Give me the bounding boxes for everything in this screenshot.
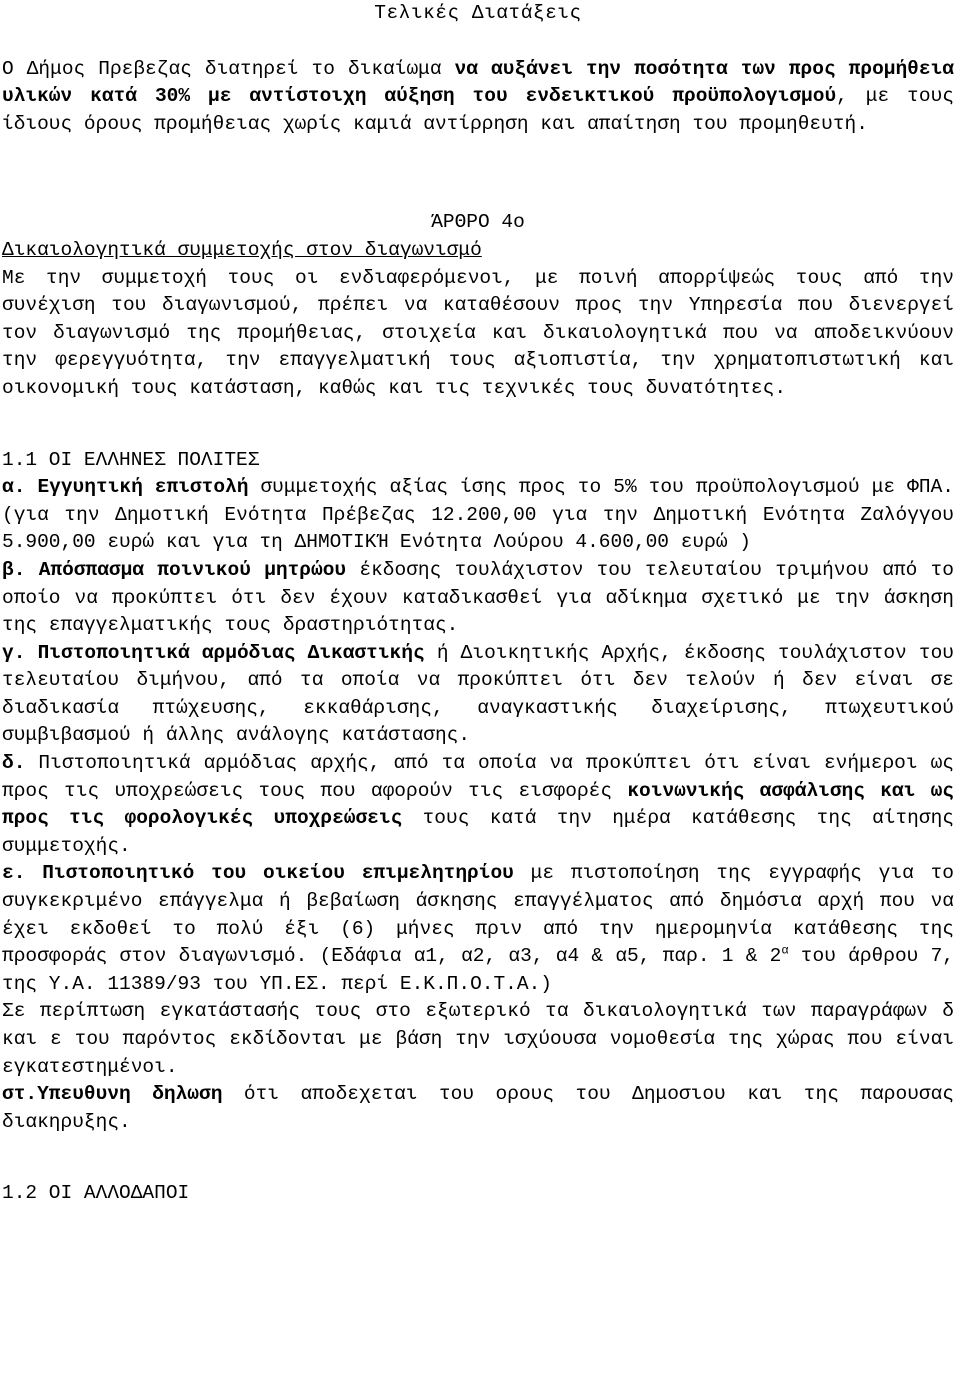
- item-a: [2, 474, 954, 557]
- spacer: [2, 403, 954, 447]
- item-d-bold-1: δ.: [2, 752, 26, 775]
- item-d-bold-2: κοινωνικής ασφάλισης και ως προς τις φορολογικές υποχρεώσεις: [2, 779, 954, 830]
- intro-bold-text: να αυξάνει την ποσότητα των προς προμήθεια υλικών κατά 30% με αντίστοιχη αύξηση του ενδεικτικού προϋπολογισμού: [2, 57, 954, 108]
- section-1-2-heading: 1.2 ΟΙ ΑΛΛΟΔΑΠΟΙ: [2, 1182, 190, 1205]
- item-b-text: έκδοσης τουλάχιστον του τελευταίου τριμήνου από το οποίο να προκύπτει ότι δεν έχουν καταδικασθεί για αδίκημα σχετικό με την άσκηση της επαγγελματικής τους δραστηριότητας.: [2, 558, 954, 637]
- document-page: [2, 0, 954, 1208]
- item-c-text: ή Διοικητικής Αρχής, έκδοσης τουλάχιστον του τελευταίου διμήνου, από τα οποία να προκύπτει ότι δεν τελούν ή δεν είναι σε διαδικασία πτώχευσης, εκκαθάρισης, αναγκαστικής διαχείρισης, πτωχευτικού συμβιβασμού ή άλλης ανάλογης κατάστασης.: [2, 641, 954, 747]
- item-b-bold: β. Απόσπασμα ποινικού μητρώου: [2, 558, 347, 581]
- article-body: Με την συμμετοχή τους οι ενδιαφερόμενοι, με ποινή απορρίψεώς τους από την συνέχιση του διαγωνισμού, πρέπει να καταθέσουν προς την Υπηρεσία που διενεργεί τον διαγωνισμό της προμήθειας, στοιχεία και δικαιολογητικά που να αποδεικνύουν την φερεγγυότητα, την επαγγελματική τους αξιοπιστία, την χρηματοπιστωτική και οικονομική τους κατάσταση, καθώς και τις τεχνικές τους δυνατότητες.: [2, 266, 954, 399]
- item-e-superscript: α: [781, 943, 789, 958]
- article-title: ΆΡΘΡΟ 4ο: [431, 211, 525, 234]
- item-c-bold: γ. Πιστοποιητικά αρμόδιας Δικαστικής: [2, 641, 425, 664]
- section-1-1-heading: 1.1 ΟΙ ΕΛΛΗΝΕΣ ΠΟΛΙΤΕΣ: [2, 448, 260, 471]
- item-d: [2, 750, 954, 860]
- item-st: [2, 1081, 954, 1136]
- item-e-text-1: με πιστοποίηση της εγγραφής για το συγκεκριμένο επάγγελμα ή βεβαίωση άσκησης επαγγέλματος από δημόσια αρχή που να έχει εκδοθεί το πολύ έξι (6) μήνες πριν από την ημερομηνία κατάθεσης της προσφοράς στον διαγωνισμό. (Εδάφια α1, α2, α3, α4 & α5, παρ. 1 & 2: [2, 862, 954, 968]
- spacer: [2, 28, 954, 56]
- spacer: [2, 138, 954, 209]
- intro-text-2: , με τους ίδιους όρους προμήθειας χωρίς καμιά αντίρρηση και απαίτηση του προμηθευτή.: [2, 85, 954, 135]
- foreign-note: Σε περίπτωση εγκατάστασής τους στο εξωτερικό τα δικαιολογητικά των παραγράφων δ και ε του παρόντος εκδίδονται με βάση την ισχύουσα νομοθεσία της χώρας που είναι εγκατεστημένοι.: [2, 1000, 954, 1078]
- item-d-text-2: τους κατά την ημέρα κατάθεσης της αίτησης συμμετοχής.: [2, 807, 954, 857]
- item-st-text: ότι αποδεχεται του ορους του Δημοσιου και της παρουσας διακηρυξης.: [2, 1083, 955, 1133]
- item-c: [2, 640, 954, 750]
- item-st-bold: στ.Υπευθυνη δηλωση: [2, 1083, 223, 1106]
- spacer: [2, 1136, 954, 1180]
- intro-paragraph: [2, 56, 954, 139]
- item-e-text-2: του άρθρου 7, της Υ.Α. 11389/93 του ΥΠ.ΕΣ. περί Ε.Κ.Π.Ο.Τ.Α.): [2, 945, 955, 995]
- item-a-text: συμμετοχής αξίας ίσης προς το 5% του προϋπολογισμού με ΦΠΑ.(για την Δημοτική Ενότητα Πρέβεζας 12.200,00 για την Δημοτική Ενότητα Ζαλόγγου 5.900,00 ευρώ και για τη ΔΗΜΟΤΙΚΉ Ενότητα Λούρου 4.600,00 ευρώ ): [2, 476, 954, 554]
- document-heading: Τελικές Διατάξεις: [374, 2, 582, 24]
- item-a-bold: α. Εγγυητική επιστολή: [2, 476, 249, 499]
- item-b: [2, 557, 954, 640]
- item-d-text-1: Πιστοποιητικά αρμόδιας αρχής, από τα οποία να προκύπτει ότι είναι ενήμεροι ως προς τις υποχρεώσεις τους που αφορούν τις εισφορές: [2, 752, 954, 802]
- intro-text-1: Ο Δήμος Πρεβεζας διατηρεί το δικαίωμα: [2, 57, 455, 80]
- article-subtitle: Δικαιολογητικά συμμετοχής στον διαγωνισμό: [2, 238, 482, 261]
- item-e: [2, 860, 954, 998]
- item-e-bold: ε. Πιστοποιητικό του οικείου επιμελητηρίου: [2, 862, 514, 885]
